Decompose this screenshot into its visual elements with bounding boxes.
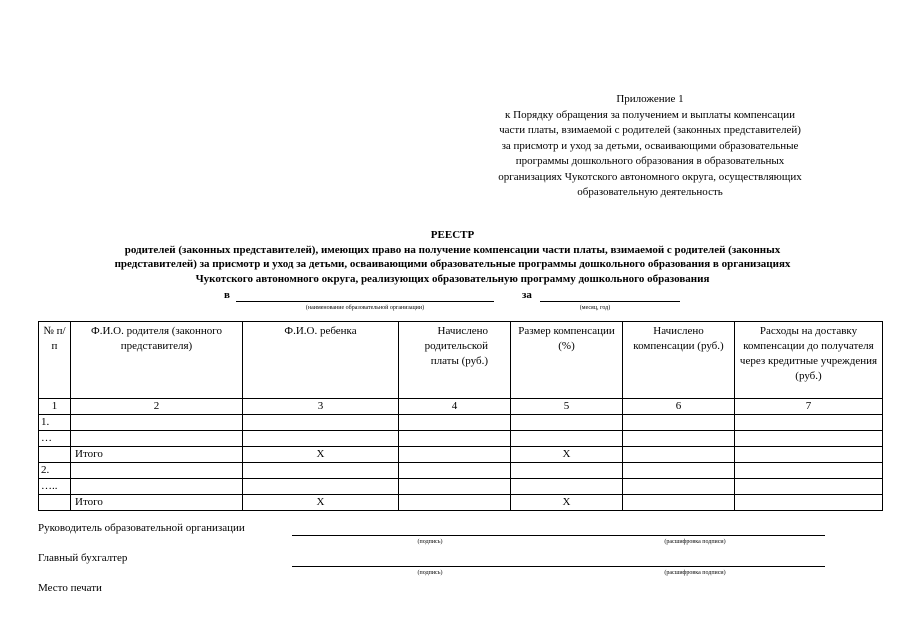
head-signature-line[interactable] — [292, 535, 825, 536]
column-number: 4 — [399, 399, 511, 415]
table-cell[interactable] — [511, 463, 623, 479]
column-number: 6 — [623, 399, 735, 415]
table-cell[interactable] — [511, 479, 623, 495]
in-label: в — [224, 289, 230, 301]
table-cell[interactable] — [71, 463, 243, 479]
table-cell[interactable]: … — [39, 431, 71, 447]
column-number: 3 — [243, 399, 399, 415]
accountant-signature-label: Главный бухгалтер — [38, 552, 128, 564]
column-number: 1 — [39, 399, 71, 415]
appendix-line: части платы, взимаемой с родителей (законных представителей) — [499, 124, 801, 136]
column-number: 7 — [735, 399, 883, 415]
table-cell[interactable] — [71, 479, 243, 495]
table-row-total — [39, 447, 883, 463]
table-row — [39, 479, 883, 495]
table-cell[interactable] — [735, 495, 883, 511]
appendix-line: к Порядку обращения за получением и выплаты компенсации — [505, 108, 795, 121]
column-number-row — [39, 399, 883, 415]
table-cell[interactable] — [399, 479, 511, 495]
total-label: Итого — [71, 447, 243, 463]
total-label: Итого — [71, 495, 243, 511]
for-label: за — [522, 289, 532, 301]
table-cell[interactable] — [735, 479, 883, 495]
table-cell[interactable]: 2. — [39, 463, 71, 479]
table-cell[interactable] — [735, 447, 883, 463]
table-cell: Х — [243, 495, 399, 511]
table-row-total — [39, 495, 883, 511]
appendix-line: Приложение 1 — [616, 93, 684, 105]
organization-name-caption: (наименование образовательной организации) — [305, 305, 425, 311]
table-row — [39, 415, 883, 431]
table-cell[interactable] — [511, 431, 623, 447]
table-cell[interactable] — [399, 415, 511, 431]
table-cell: Х — [511, 495, 623, 511]
header-cell: Размер компенсации (%) — [511, 322, 623, 399]
table-cell[interactable] — [243, 479, 399, 495]
table-cell[interactable] — [243, 431, 399, 447]
table-cell[interactable]: ….. — [39, 479, 71, 495]
month-year-field[interactable] — [540, 301, 680, 302]
table-cell[interactable] — [623, 463, 735, 479]
appendix-header — [440, 92, 860, 201]
table-cell[interactable]: 1. — [39, 415, 71, 431]
table-cell[interactable] — [71, 415, 243, 431]
registry-subtitle-line: родителей (законных представителей), имеющих право на получение компенсации части платы, взимаемой с родителей (законных — [124, 243, 781, 256]
table-cell[interactable] — [623, 479, 735, 495]
header-cell: Ф.И.О. родителя (законного представителя) — [71, 322, 243, 399]
table-cell[interactable] — [623, 447, 735, 463]
table-cell[interactable] — [399, 431, 511, 447]
table-cell: Х — [243, 447, 399, 463]
month-year-caption: (месяц, год) — [579, 305, 611, 311]
table-cell[interactable] — [399, 447, 511, 463]
organization-name-field[interactable] — [236, 301, 494, 302]
table-cell[interactable] — [39, 447, 71, 463]
header-cell: Начислено компенсации (руб.) — [623, 322, 735, 399]
appendix-line: за присмотр и уход за детьми, осваивающими образовательные — [501, 139, 799, 152]
table-cell[interactable] — [735, 415, 883, 431]
table-cell[interactable] — [623, 415, 735, 431]
appendix-line: программы дошкольного образования в образовательных — [515, 155, 785, 167]
header-cell: № п/п — [39, 322, 71, 399]
accountant-sign-caption: (подпись) — [417, 570, 443, 576]
table-cell[interactable] — [623, 431, 735, 447]
table-row — [39, 463, 883, 479]
table-cell[interactable] — [735, 431, 883, 447]
column-number: 5 — [511, 399, 623, 415]
table-cell[interactable] — [511, 415, 623, 431]
registry-subtitle-line: представителей) за присмотр и уход за детьми, осваивающими образовательные программы дошкольного образования в организациях — [114, 258, 791, 270]
header-cell: Расходы на доставку компенсации до получателя через кредитные учреждения (руб.) — [735, 322, 883, 399]
appendix-line: образовательную деятельность — [577, 186, 723, 198]
table-row — [39, 431, 883, 447]
head-sign-caption: (подпись) — [417, 539, 443, 545]
table-cell[interactable] — [71, 431, 243, 447]
accountant-decode-caption: (расшифровка подписи) — [664, 570, 726, 576]
accountant-signature-line[interactable] — [292, 566, 825, 567]
registry-subtitle-line: Чукотского автономного округа, реализующих образовательную программу дошкольного образования — [195, 272, 710, 285]
table-cell[interactable] — [243, 463, 399, 479]
appendix-line: организациях Чукотского автономного округа, осуществляющих — [498, 170, 802, 183]
table-cell[interactable] — [399, 495, 511, 511]
header-cell: Ф.И.О. ребенка — [243, 322, 399, 399]
registry-heading: РЕЕСТР — [430, 229, 475, 241]
column-number: 2 — [71, 399, 243, 415]
table-header-row — [39, 322, 883, 399]
head-decode-caption: (расшифровка подписи) — [664, 539, 726, 545]
table-cell: Х — [511, 447, 623, 463]
table-cell[interactable] — [399, 463, 511, 479]
table-cell[interactable] — [623, 495, 735, 511]
table-cell[interactable] — [735, 463, 883, 479]
table-cell[interactable] — [39, 495, 71, 511]
table-cell[interactable] — [243, 415, 399, 431]
stamp-place-label: Место печати — [38, 582, 102, 594]
head-signature-label: Руководитель образовательной организации — [38, 522, 245, 534]
registry-table — [38, 321, 883, 511]
header-cell: Начислено родительской платы (руб.) — [399, 322, 511, 399]
registry-title — [20, 228, 885, 286]
